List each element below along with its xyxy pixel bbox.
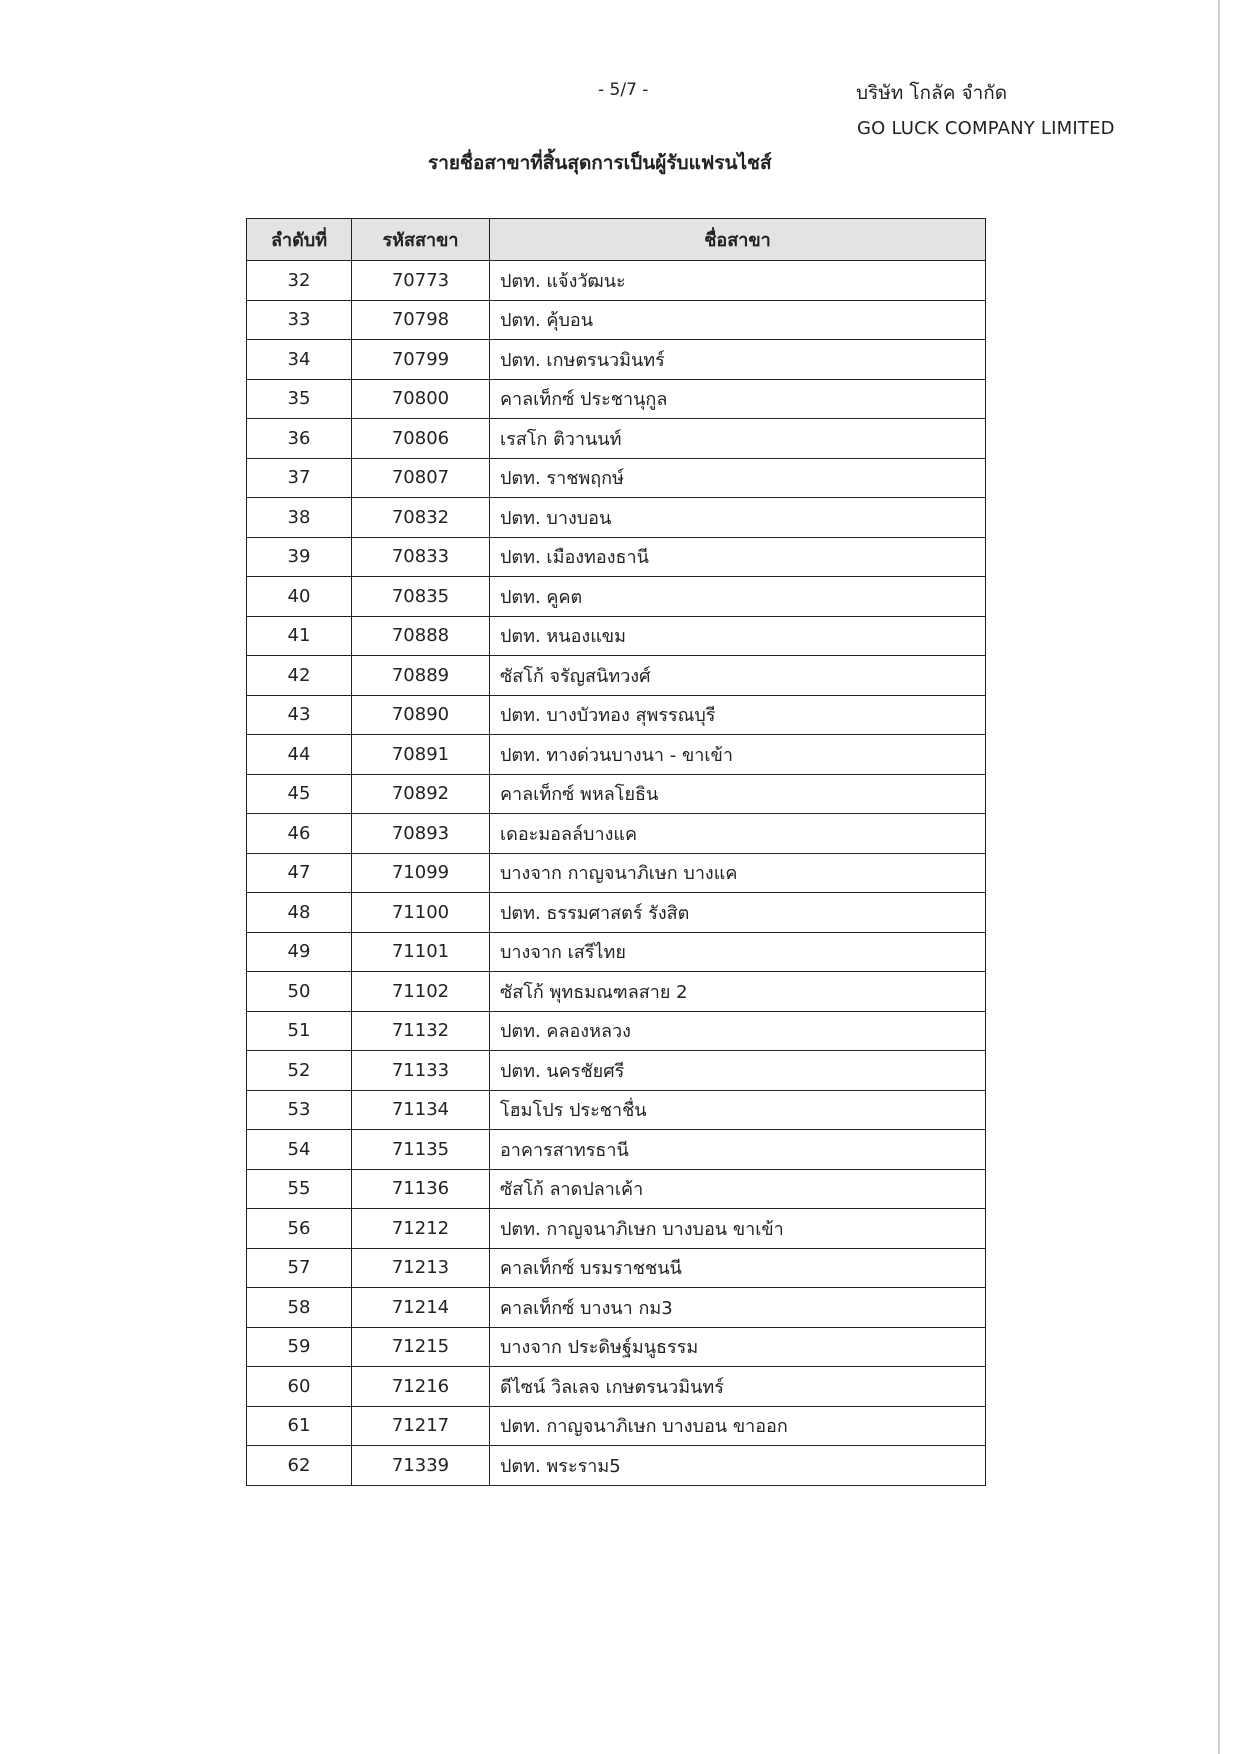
branch-name-cell: ปตท. กาญจนาภิเษก บางบอน ขาออก [490,1406,986,1446]
table-row [247,1209,986,1249]
branch-name-cell: บางจาก ประดิษฐ์มนูธรรม [490,1327,986,1367]
branch-code-cell: 70773 [352,261,490,301]
branch-name-cell: บางจาก เสรีไทย [490,932,986,972]
table-row [247,1090,986,1130]
table-row [247,498,986,538]
branch-code-cell: 70835 [352,577,490,617]
branch-code-cell: 71136 [352,1169,490,1209]
row-number-cell: 56 [247,1209,352,1249]
branch-name-cell: ปตท. ราชพฤกษ์ [490,458,986,498]
row-number-cell: 41 [247,616,352,656]
branch-name-cell: ปตท. ทางด่วนบางนา - ขาเข้า [490,735,986,775]
branch-name-cell: ปตท. แจ้งวัฒนะ [490,261,986,301]
table-row [247,1169,986,1209]
branch-code-cell: 71213 [352,1248,490,1288]
branch-code-cell: 71134 [352,1090,490,1130]
branch-name-cell: ดีไซน์ วิลเลจ เกษตรนวมินทร์ [490,1367,986,1407]
table-row [247,814,986,854]
row-number-cell: 49 [247,932,352,972]
branch-code-cell: 70891 [352,735,490,775]
table-row [247,1327,986,1367]
table-row [247,577,986,617]
row-number-cell: 59 [247,1327,352,1367]
branch-code-cell: 71135 [352,1130,490,1170]
row-number-cell: 50 [247,972,352,1012]
branch-code-cell: 71214 [352,1288,490,1328]
table-row [247,1446,986,1486]
table-row [247,972,986,1012]
branch-code-cell: 70890 [352,695,490,735]
row-number-cell: 35 [247,379,352,419]
row-number-cell: 43 [247,695,352,735]
table-header-row [247,219,986,261]
branch-code-cell: 71217 [352,1406,490,1446]
branch-name-cell: ซัสโก้ ลาดปลาเค้า [490,1169,986,1209]
row-number-cell: 40 [247,577,352,617]
branch-code-cell: 70892 [352,774,490,814]
table-row [247,893,986,933]
branch-table [246,218,986,1486]
branch-name-cell: คาลเท็กซ์ บางนา กม3 [490,1288,986,1328]
branch-code-cell: 71099 [352,853,490,893]
branch-name-cell: บางจาก กาญจนาภิเษก บางแค [490,853,986,893]
row-number-cell: 48 [247,893,352,933]
branch-name-cell: ปตท. หนองแขม [490,616,986,656]
branch-name-cell: โฮมโปร ประชาชื่น [490,1090,986,1130]
branch-code-cell: 71101 [352,932,490,972]
row-number-cell: 46 [247,814,352,854]
row-number-cell: 39 [247,537,352,577]
table-row [247,1011,986,1051]
branch-name-cell: ปตท. บางบัวทอง สุพรรณบุรี [490,695,986,735]
branch-code-cell: 70807 [352,458,490,498]
column-header-branch-name: ชื่อสาขา [490,219,986,261]
table-row [247,774,986,814]
table-row [247,340,986,380]
table-row [247,853,986,893]
branch-name-cell: ซัสโก้ จรัญสนิทวงศ์ [490,656,986,696]
branch-code-cell: 71133 [352,1051,490,1091]
table-row [247,656,986,696]
branch-code-cell: 71216 [352,1367,490,1407]
company-name-thai: บริษัท โกลัค จำกัด [856,82,1008,104]
branch-name-cell: ปตท. นครชัยศรี [490,1051,986,1091]
branch-name-cell: ปตท. ธรรมศาสตร์ รังสิต [490,893,986,933]
branch-code-cell: 70893 [352,814,490,854]
branch-code-cell: 70832 [352,498,490,538]
branch-name-cell: คาลเท็กซ์ บรมราชชนนี [490,1248,986,1288]
row-number-cell: 44 [247,735,352,775]
column-header-branch-code: รหัสสาขา [352,219,490,261]
branch-name-cell: เรสโก ติวานนท์ [490,419,986,459]
table-row [247,261,986,301]
branch-name-cell: ปตท. เกษตรนวมินทร์ [490,340,986,380]
branch-code-cell: 70833 [352,537,490,577]
branch-name-cell: ปตท. เมืองทองธานี [490,537,986,577]
page-edge-rule [1218,0,1220,1754]
table-row [247,695,986,735]
branch-code-cell: 70806 [352,419,490,459]
table-row [247,1406,986,1446]
branch-name-cell: ปตท. บางบอน [490,498,986,538]
branch-name-cell: ปตท. คุ้บอน [490,300,986,340]
row-number-cell: 42 [247,656,352,696]
table-row [247,379,986,419]
row-number-cell: 36 [247,419,352,459]
branch-code-cell: 71339 [352,1446,490,1486]
row-number-cell: 57 [247,1248,352,1288]
row-number-cell: 52 [247,1051,352,1091]
row-number-cell: 58 [247,1288,352,1328]
row-number-cell: 60 [247,1367,352,1407]
branch-name-cell: คาลเท็กซ์ พหลโยธิน [490,774,986,814]
row-number-cell: 55 [247,1169,352,1209]
row-number-cell: 45 [247,774,352,814]
branch-name-cell: คาลเท็กซ์ ประชานุกูล [490,379,986,419]
table-row [247,1248,986,1288]
table-row [247,1367,986,1407]
branch-code-cell: 71100 [352,893,490,933]
branch-name-cell: ปตท. คูคต [490,577,986,617]
branch-code-cell: 70799 [352,340,490,380]
table-row [247,537,986,577]
branch-name-cell: เดอะมอลล์บางแค [490,814,986,854]
row-number-cell: 62 [247,1446,352,1486]
table-row [247,458,986,498]
document-title: รายชื่อสาขาที่สิ้นสุดการเป็นผู้รับแฟรนไชส์ [428,152,772,174]
branch-code-cell: 71132 [352,1011,490,1051]
branch-code-cell: 70889 [352,656,490,696]
branch-code-cell: 70888 [352,616,490,656]
branch-name-cell: ปตท. คลองหลวง [490,1011,986,1051]
page-number: - 5/7 - [598,80,649,100]
branch-code-cell: 71102 [352,972,490,1012]
row-number-cell: 34 [247,340,352,380]
branch-name-cell: ซัสโก้ พุทธมณฑลสาย 2 [490,972,986,1012]
row-number-cell: 54 [247,1130,352,1170]
row-number-cell: 37 [247,458,352,498]
row-number-cell: 47 [247,853,352,893]
row-number-cell: 61 [247,1406,352,1446]
table-row [247,1288,986,1328]
row-number-cell: 51 [247,1011,352,1051]
row-number-cell: 38 [247,498,352,538]
row-number-cell: 53 [247,1090,352,1130]
branch-code-cell: 70800 [352,379,490,419]
table-row [247,419,986,459]
table-row [247,616,986,656]
branch-name-cell: ปตท. พระราม5 [490,1446,986,1486]
table-row [247,735,986,775]
table-row [247,300,986,340]
row-number-cell: 32 [247,261,352,301]
column-header-number: ลำดับที่ [247,219,352,261]
branch-code-cell: 71215 [352,1327,490,1367]
branch-name-cell: ปตท. กาญจนาภิเษก บางบอน ขาเข้า [490,1209,986,1249]
branch-code-cell: 70798 [352,300,490,340]
branch-name-cell: อาคารสาทรธานี [490,1130,986,1170]
row-number-cell: 33 [247,300,352,340]
branch-code-cell: 71212 [352,1209,490,1249]
table-row [247,932,986,972]
company-name-english: GO LUCK COMPANY LIMITED [857,118,1115,139]
table-row [247,1130,986,1170]
table-row [247,1051,986,1091]
